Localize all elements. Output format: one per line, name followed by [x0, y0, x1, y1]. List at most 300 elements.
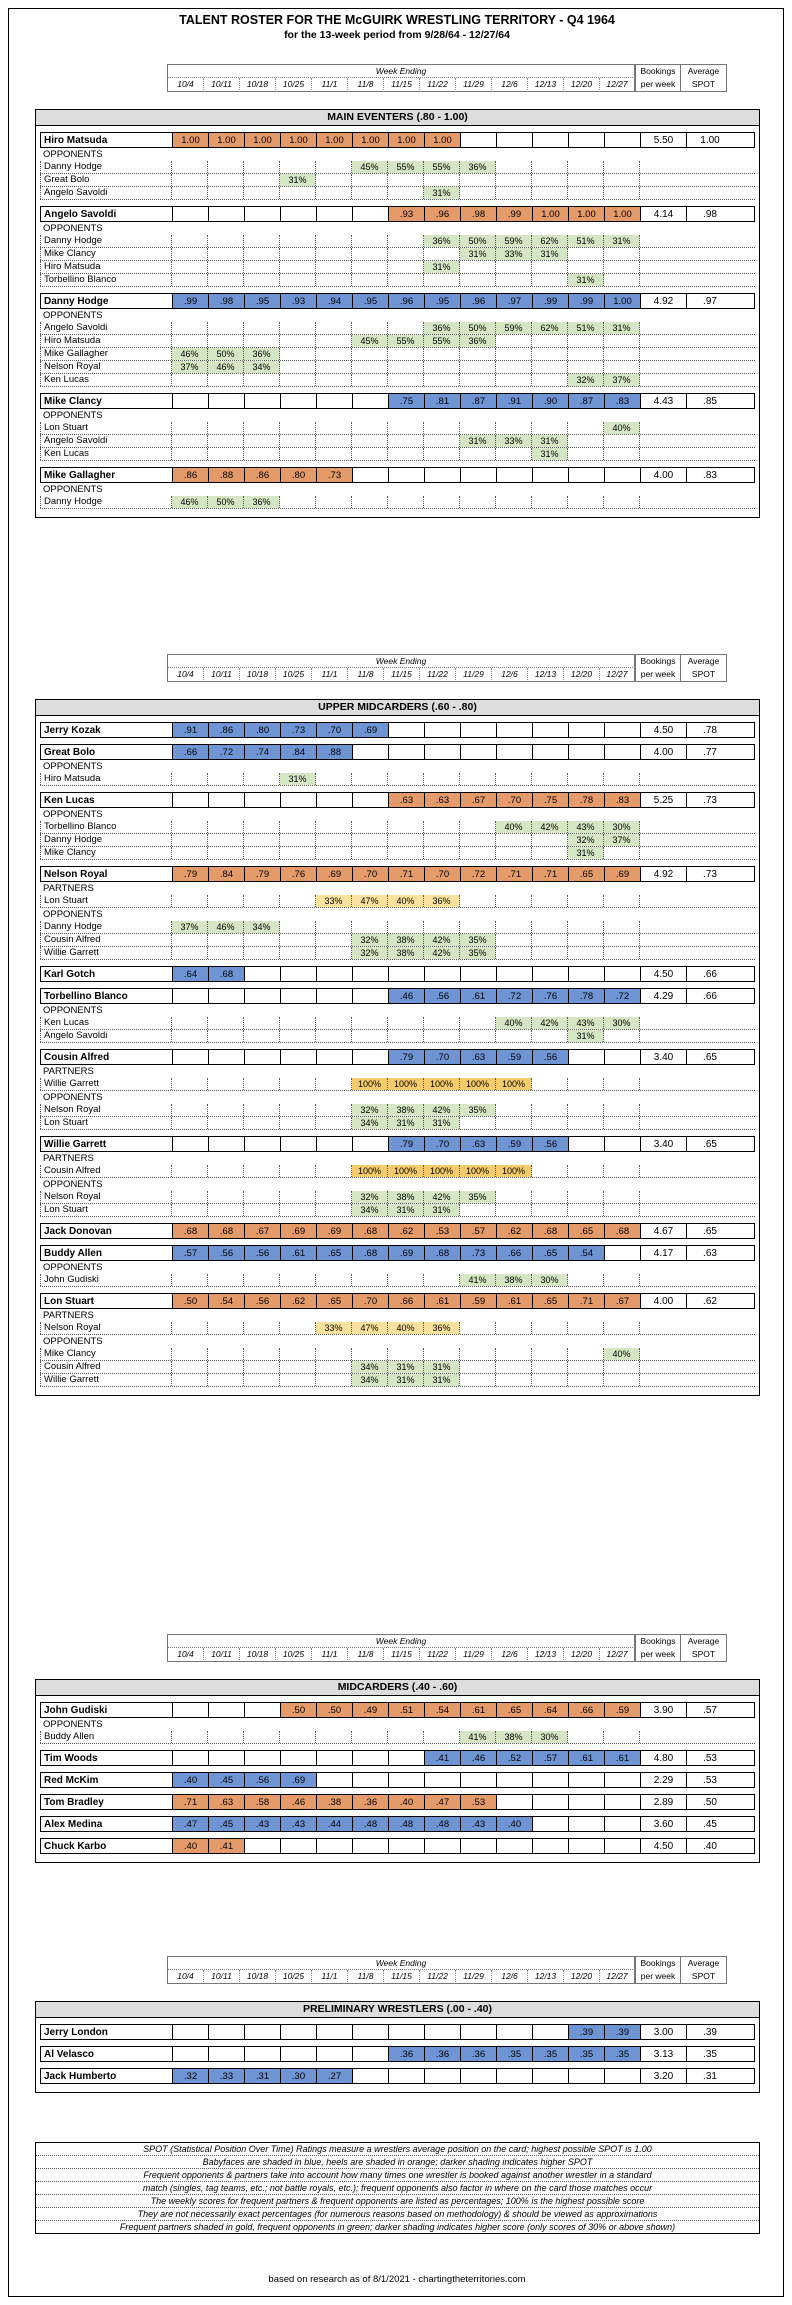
related-score: [244, 274, 280, 286]
related-score: [208, 1165, 244, 1177]
spot-score: [281, 394, 317, 408]
week-date: 12/27: [599, 1648, 635, 1662]
related-score: [604, 1322, 640, 1334]
related-score: 38%: [496, 1731, 532, 1743]
related-score: [208, 435, 244, 447]
related-score: 31%: [532, 248, 568, 260]
related-wrestler-row: [40, 422, 755, 435]
related-score: [604, 1731, 640, 1743]
wrestler-row: [40, 988, 755, 1004]
spot-score: .50: [173, 1294, 209, 1308]
spot-score: .59: [461, 1294, 497, 1308]
spot-score: .65: [533, 1246, 569, 1260]
week-date: 11/8: [347, 668, 383, 682]
spot-score: .57: [173, 1246, 209, 1260]
spot-score: .53: [425, 1224, 461, 1238]
related-score: [604, 1030, 640, 1042]
related-wrestler-row: [40, 361, 755, 374]
related-score: [460, 274, 496, 286]
spot-score: .88: [317, 745, 353, 759]
related-score: [496, 1348, 532, 1360]
wrestler-row: [40, 1750, 755, 1766]
related-score: [532, 1078, 568, 1090]
spot-score: [173, 1137, 209, 1151]
spot-score: .88: [209, 468, 245, 482]
related-score: [532, 1204, 568, 1216]
related-score: [208, 1017, 244, 1029]
related-wrestler-name: Willie Garrett: [40, 1374, 172, 1386]
related-score: [208, 1731, 244, 1743]
spot-score: .69: [353, 723, 389, 737]
related-score: [316, 187, 352, 199]
related-score: [280, 274, 316, 286]
related-score: [208, 322, 244, 334]
spot-score: .98: [209, 294, 245, 308]
spot-score: [317, 1050, 353, 1064]
spot-score: .91: [497, 394, 533, 408]
related-wrestler-name: Danny Hodge: [40, 235, 172, 247]
related-score: [208, 934, 244, 946]
related-score: [568, 934, 604, 946]
related-score: [496, 921, 532, 933]
spot-score: [605, 1795, 641, 1809]
related-score: [172, 174, 208, 186]
week-date: 10/18: [239, 668, 275, 682]
related-score: [496, 1374, 532, 1386]
week-date: 11/1: [311, 78, 347, 92]
spot-score: .68: [353, 1224, 389, 1238]
spot-score: .35: [533, 2047, 569, 2061]
spot-score: [569, 133, 605, 147]
average-spot: .62: [703, 1296, 717, 1307]
related-score: [280, 934, 316, 946]
related-score: 37%: [172, 361, 208, 373]
related-score: [496, 335, 532, 347]
week-header: [167, 1956, 727, 1984]
related-score: [208, 161, 244, 173]
related-score: 47%: [352, 1322, 388, 1334]
spot-score: [209, 1050, 245, 1064]
related-score: 31%: [460, 248, 496, 260]
related-score: [532, 187, 568, 199]
related-score: [568, 921, 604, 933]
related-score: 100%: [352, 1078, 388, 1090]
related-score: [172, 261, 208, 273]
related-score: [172, 422, 208, 434]
related-score: [208, 187, 244, 199]
spot-score: [245, 989, 281, 1003]
related-score: [460, 921, 496, 933]
related-score: [244, 435, 280, 447]
related-score: [460, 847, 496, 859]
related-score: [604, 1191, 640, 1203]
spot-score: [209, 207, 245, 221]
spot-score: .43: [461, 1817, 497, 1831]
related-score: 100%: [352, 1165, 388, 1177]
related-score: 34%: [352, 1361, 388, 1373]
related-score: [568, 161, 604, 173]
wrestler-name: Angelo Savoldi: [41, 207, 173, 221]
legend-line: match (singles, tag teams, etc.; not battle royals, etc.); frequent opponents also factor in where on the card those matches occur: [36, 2182, 759, 2195]
related-score: [568, 1731, 604, 1743]
average-spot: .85: [703, 396, 717, 407]
spot-score: .99: [569, 294, 605, 308]
related-score: 59%: [496, 235, 532, 247]
spot-score: [605, 2069, 641, 2083]
related-score: [424, 496, 460, 508]
related-score: [352, 1030, 388, 1042]
related-score: [244, 235, 280, 247]
related-score: 32%: [352, 1191, 388, 1203]
spot-score: .67: [461, 793, 497, 807]
spot-score: [461, 745, 497, 759]
group-label: OPPONENTS: [43, 1005, 103, 1016]
average-spot: .31: [703, 2071, 717, 2082]
week-date: 11/15: [383, 668, 419, 682]
spot-score: .46: [461, 1751, 497, 1765]
legend-line: Frequent opponents & partners take into account how many times one wrestler is booked against another wrestler in a standard: [36, 2169, 759, 2182]
week-ending-label: Week Ending: [167, 1634, 635, 1648]
related-score: [424, 821, 460, 833]
related-score: [496, 773, 532, 785]
related-score: [280, 1274, 316, 1286]
average-spot: .35: [703, 2049, 717, 2060]
group-label: PARTNERS: [43, 1153, 94, 1164]
spot-score: [317, 2047, 353, 2061]
related-score: [172, 435, 208, 447]
related-score: [496, 361, 532, 373]
spot-score: [461, 468, 497, 482]
related-score: [352, 422, 388, 434]
spot-score: [353, 745, 389, 759]
week-date: 10/11: [203, 1648, 239, 1662]
related-score: [352, 448, 388, 460]
related-score: [532, 1374, 568, 1386]
related-score: [568, 335, 604, 347]
bookings-label-1: Bookings: [640, 656, 676, 666]
related-score: [424, 422, 460, 434]
week-date: 11/8: [347, 1648, 383, 1662]
related-score: [352, 187, 388, 199]
related-score: 36%: [424, 322, 460, 334]
week-date: 12/6: [491, 668, 527, 682]
related-score: 31%: [460, 435, 496, 447]
related-score: 31%: [604, 235, 640, 247]
related-score: [172, 1078, 208, 1090]
wrestler-name: Danny Hodge: [41, 294, 173, 308]
spot-score: [389, 723, 425, 737]
spot-score: .54: [209, 1294, 245, 1308]
related-score: [460, 1030, 496, 1042]
average-label-1: Average: [687, 1958, 720, 1968]
related-score: [208, 1191, 244, 1203]
spot-score: .99: [533, 294, 569, 308]
spot-score: .81: [425, 394, 461, 408]
related-score: [244, 821, 280, 833]
related-score: [424, 847, 460, 859]
related-score: [496, 947, 532, 959]
spot-score: [209, 394, 245, 408]
bookings-per-week: 3.40: [641, 1050, 687, 1064]
spot-score: .46: [281, 1795, 317, 1809]
spot-score: .62: [497, 1224, 533, 1238]
related-score: [244, 1348, 280, 1360]
bookings-per-week: 4.00: [641, 468, 687, 482]
related-score: [316, 322, 352, 334]
related-score: 46%: [208, 361, 244, 373]
related-score: [172, 1348, 208, 1360]
spot-score: [533, 2069, 569, 2083]
related-score: [604, 1204, 640, 1216]
average-header: [681, 1634, 727, 1662]
related-score: [208, 947, 244, 959]
related-score: [244, 322, 280, 334]
wrestler-row: [40, 467, 755, 483]
spot-score: .83: [605, 394, 641, 408]
related-score: [424, 921, 460, 933]
spot-score: [461, 967, 497, 981]
spot-score: .56: [209, 1246, 245, 1260]
spot-score: [173, 1751, 209, 1765]
related-score: 59%: [496, 322, 532, 334]
related-score: 100%: [388, 1078, 424, 1090]
related-score: [172, 834, 208, 846]
related-score: 38%: [388, 1191, 424, 1203]
related-score: 36%: [244, 348, 280, 360]
bookings-per-week: 3.00: [641, 2025, 687, 2039]
footer: based on research as of 8/1/2021 - chartingtheterritories.com: [268, 2274, 526, 2285]
related-wrestler-name: John Gudiski: [40, 1274, 172, 1286]
average-spot: .73: [703, 795, 717, 806]
spot-score: [173, 2025, 209, 2039]
spot-score: 1.00: [389, 133, 425, 147]
related-score: [244, 174, 280, 186]
related-score: [316, 847, 352, 859]
related-score: 30%: [604, 821, 640, 833]
average-label-1: Average: [687, 66, 720, 76]
related-score: [604, 773, 640, 785]
related-score: [316, 1731, 352, 1743]
related-score: [568, 422, 604, 434]
related-wrestler-name: Cousin Alfred: [40, 934, 172, 946]
spot-score: .79: [389, 1050, 425, 1064]
spot-score: [425, 967, 461, 981]
related-wrestler-name: Angelo Savoldi: [40, 322, 172, 334]
related-score: 40%: [388, 1322, 424, 1334]
related-score: 42%: [424, 1191, 460, 1203]
related-score: [316, 248, 352, 260]
wrestler-name: Jack Donovan: [41, 1224, 173, 1238]
spot-score: .61: [281, 1246, 317, 1260]
spot-score: [569, 468, 605, 482]
related-wrestler-row: [40, 1191, 755, 1204]
related-score: [532, 374, 568, 386]
related-score: [244, 934, 280, 946]
spot-score: 1.00: [533, 207, 569, 221]
related-score: [532, 1191, 568, 1203]
related-score: [172, 248, 208, 260]
related-wrestler-row: [40, 1274, 755, 1287]
related-score: [460, 1322, 496, 1334]
related-score: 31%: [532, 435, 568, 447]
related-score: [532, 1117, 568, 1129]
related-score: [460, 895, 496, 907]
related-wrestler-row: [40, 274, 755, 287]
related-score: [388, 1017, 424, 1029]
wrestler-name: Alex Medina: [41, 1817, 173, 1831]
related-score: [532, 496, 568, 508]
group-label: OPPONENTS: [43, 809, 103, 820]
related-score: [568, 1191, 604, 1203]
spot-score: [425, 1839, 461, 1853]
wrestler-row: [40, 792, 755, 808]
bookings-label-1: Bookings: [640, 1958, 676, 1968]
spot-score: .70: [425, 1137, 461, 1151]
spot-score: .40: [497, 1817, 533, 1831]
related-score: [388, 174, 424, 186]
related-score: 31%: [424, 1117, 460, 1129]
average-spot: .77: [703, 747, 717, 758]
spot-score: [209, 793, 245, 807]
wrestler-name: Torbellino Blanco: [41, 989, 173, 1003]
wrestler-row: [40, 2068, 755, 2084]
wrestler-name: Al Velasco: [41, 2047, 173, 2061]
spot-score: [497, 2025, 533, 2039]
week-ending-label: Week Ending: [167, 64, 635, 78]
spot-score: .39: [569, 2025, 605, 2039]
spot-score: [605, 1137, 641, 1151]
spot-score: .48: [389, 1817, 425, 1831]
spot-score: [569, 723, 605, 737]
related-score: [604, 161, 640, 173]
wrestler-row: [40, 1794, 755, 1810]
spot-score: .57: [461, 1224, 497, 1238]
wrestler-name: Willie Garrett: [41, 1137, 173, 1151]
related-score: [532, 1104, 568, 1116]
spot-score: [317, 1137, 353, 1151]
spot-score: .99: [173, 294, 209, 308]
related-score: 30%: [532, 1731, 568, 1743]
related-score: [604, 448, 640, 460]
related-score: 31%: [388, 1361, 424, 1373]
spot-score: .58: [245, 1795, 281, 1809]
related-wrestler-row: [40, 921, 755, 934]
related-score: [208, 1078, 244, 1090]
related-score: [208, 261, 244, 273]
related-wrestler-name: Lon Stuart: [40, 895, 172, 907]
related-score: [532, 422, 568, 434]
related-score: 36%: [424, 235, 460, 247]
roster-section: [35, 109, 760, 518]
related-score: [388, 422, 424, 434]
spot-score: [317, 793, 353, 807]
week-date: 11/15: [383, 78, 419, 92]
related-score: [352, 261, 388, 273]
spot-score: .46: [389, 989, 425, 1003]
spot-score: .68: [209, 967, 245, 981]
related-score: [208, 1274, 244, 1286]
related-score: [244, 1374, 280, 1386]
week-date: 11/29: [455, 1648, 491, 1662]
week-date: 10/11: [203, 668, 239, 682]
average-spot: .39: [703, 2027, 717, 2038]
related-score: [604, 1078, 640, 1090]
spot-score: .56: [533, 1137, 569, 1151]
spot-score: [245, 2047, 281, 2061]
related-score: [604, 335, 640, 347]
spot-score: [605, 1817, 641, 1831]
related-score: [316, 1117, 352, 1129]
related-score: [424, 1030, 460, 1042]
average-spot: .45: [703, 1819, 717, 1830]
related-score: [604, 947, 640, 959]
week-date: 11/22: [419, 1648, 455, 1662]
spot-score: [533, 1773, 569, 1787]
week-date: 12/13: [527, 668, 563, 682]
related-score: [280, 1322, 316, 1334]
related-wrestler-name: Willie Garrett: [40, 1078, 172, 1090]
related-wrestler-name: Nelson Royal: [40, 1191, 172, 1203]
week-date: 11/29: [455, 668, 491, 682]
related-score: [280, 348, 316, 360]
spot-score: [497, 1839, 533, 1853]
spot-score: .66: [497, 1246, 533, 1260]
spot-score: [173, 2047, 209, 2061]
spot-score: .43: [245, 1817, 281, 1831]
related-score: [604, 187, 640, 199]
spot-score: [281, 2047, 317, 2061]
spot-score: .68: [353, 1246, 389, 1260]
spot-score: .32: [173, 2069, 209, 2083]
spot-score: [209, 989, 245, 1003]
average-label-2: SPOT: [691, 1649, 716, 1659]
related-wrestler-row: [40, 348, 755, 361]
related-score: [568, 187, 604, 199]
related-score: [316, 1165, 352, 1177]
related-score: 45%: [352, 335, 388, 347]
related-score: [568, 1204, 604, 1216]
related-score: [496, 348, 532, 360]
related-wrestler-name: Angelo Savoldi: [40, 187, 172, 199]
related-score: [424, 435, 460, 447]
wrestler-name: Buddy Allen: [41, 1246, 173, 1260]
related-score: [460, 261, 496, 273]
week-date: 10/4: [167, 1648, 203, 1662]
related-wrestler-row: [40, 1731, 755, 1744]
related-score: [388, 261, 424, 273]
bookings-per-week: 4.17: [641, 1246, 687, 1260]
group-label: OPPONENTS: [43, 484, 103, 495]
related-score: [496, 422, 532, 434]
spot-score: .56: [245, 1773, 281, 1787]
related-score: [388, 274, 424, 286]
spot-score: .66: [389, 1294, 425, 1308]
spot-score: .69: [317, 1224, 353, 1238]
spot-score: .90: [533, 394, 569, 408]
related-score: [532, 1361, 568, 1373]
related-wrestler-name: Ken Lucas: [40, 374, 172, 386]
roster-section: [35, 2001, 760, 2093]
related-score: [532, 895, 568, 907]
average-spot: .65: [703, 1139, 717, 1150]
spot-score: [605, 1246, 641, 1260]
related-score: [388, 348, 424, 360]
spot-score: .69: [605, 867, 641, 881]
related-score: 100%: [424, 1078, 460, 1090]
spot-score: [425, 2025, 461, 2039]
wrestler-row: [40, 293, 755, 309]
spot-score: .43: [281, 1817, 317, 1831]
